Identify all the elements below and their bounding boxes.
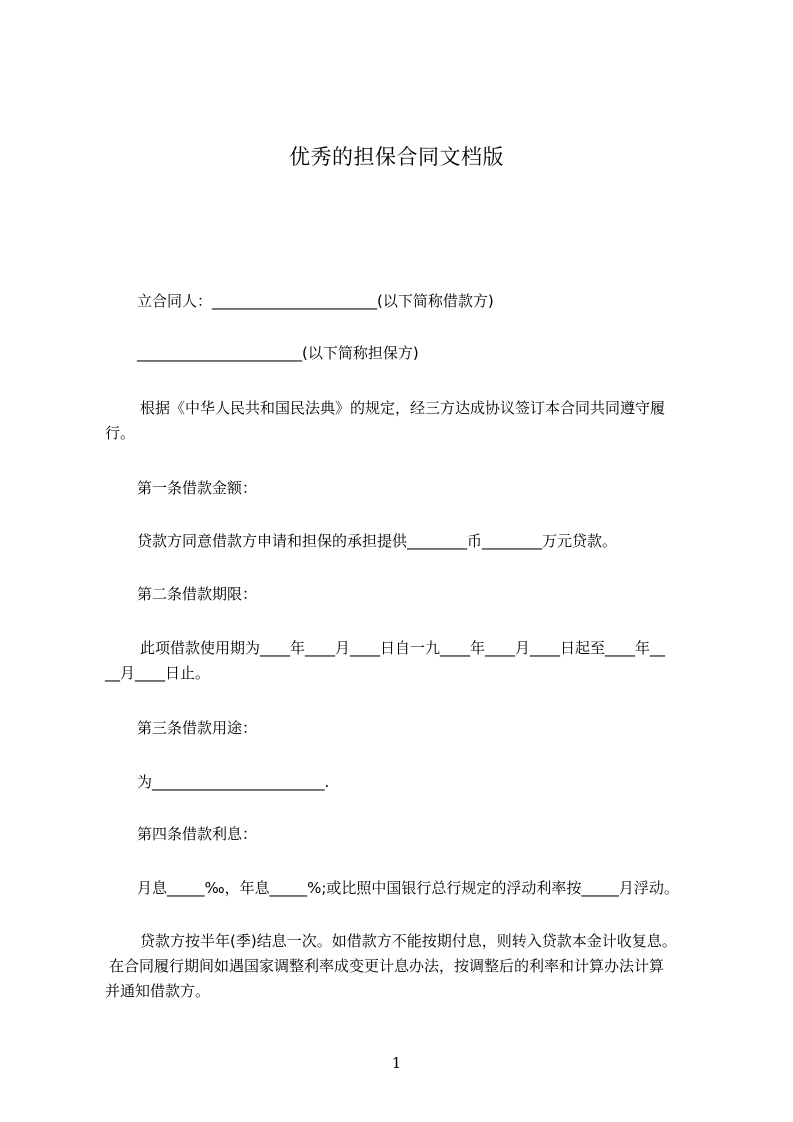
article-4-body: [137, 876, 737, 901]
text-line: 第四条借款利息：: [137, 825, 258, 843]
text-line: 在合同履行期间如遇国家调整利率成变更计息办法，按调整后的利率和计算办法计算: [109, 957, 665, 975]
article-2-body: [105, 636, 705, 686]
article-3-body: [137, 770, 737, 795]
document-title: 优秀的担保合同文档版: [289, 145, 504, 169]
party-guarantor-line: [137, 341, 737, 366]
article-1-heading: [137, 476, 737, 501]
text-line: 第一条借款金额：: [137, 479, 258, 497]
text-line: 贷款方同意借款方申请和担保的承担提供________币________万元贷款。: [137, 532, 618, 550]
article-1-body: [137, 529, 737, 554]
page-number: 1: [391, 1054, 402, 1072]
article-3-heading: [137, 716, 737, 741]
text-line: 贷款方按半年(季)结息一次。如借款方不能按期付息，则转入贷款本金计收复息。: [140, 932, 677, 950]
text-line: 根据《中华人民共和国民法典》的规定，经三方达成协议签订本合同共同遵守履: [140, 399, 666, 417]
article-4-interest-paragraph: [105, 929, 705, 1004]
text-line: 立合同人：______________________(以下简称借款方): [137, 292, 494, 310]
text-line: 为_______________________.: [137, 773, 330, 791]
article-4-heading: [137, 822, 737, 847]
text-line: 第三条借款用途：: [137, 719, 258, 737]
text-line: ______________________(以下简称担保方): [137, 344, 419, 362]
article-2-heading: [137, 582, 737, 607]
preamble-paragraph: [105, 396, 705, 446]
party-borrower-line: [137, 289, 737, 314]
text-line: __月____日止。: [105, 664, 211, 682]
text-line: 此项借款使用期为____年____月____日自一九____年____月____日起至____年__: [140, 639, 666, 657]
text-line: 第二条借款期限：: [137, 585, 258, 603]
text-line: 并通知借款方。: [105, 982, 211, 1000]
text-line: 行。: [105, 424, 136, 442]
text-line: 月息_____‰，年息_____%;或比照中国银行总行规定的浮动利率按_____月浮动。: [137, 879, 679, 897]
